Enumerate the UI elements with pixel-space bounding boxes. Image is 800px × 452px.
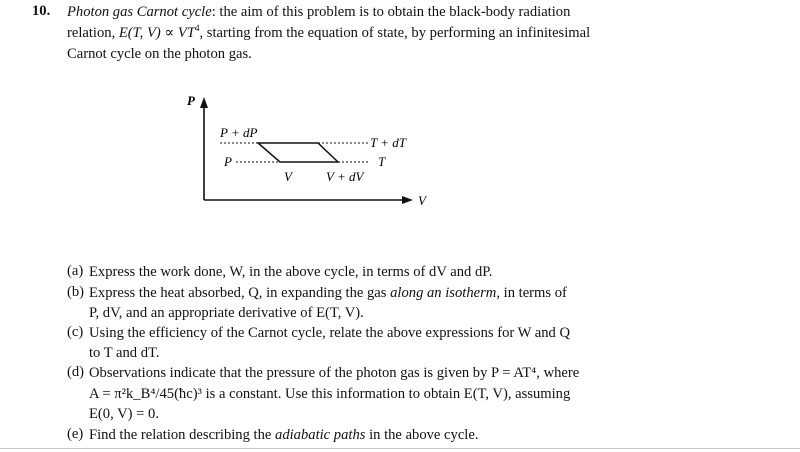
problem-number: 10. <box>32 3 51 19</box>
intro-text-2a: relation, <box>67 25 119 41</box>
part-c-line-1: Using the efficiency of the Carnot cycle, relate the above expressions for W and Q <box>89 325 571 341</box>
part-b-line-2: P, dV, and an appropriate derivative of E(T, V). <box>89 305 364 321</box>
v-axis-arrow <box>402 196 413 204</box>
v-plus-dv-label: V + dV <box>326 169 364 184</box>
part-d-label: (d) <box>67 364 85 380</box>
intro-line-2 <box>67 24 590 42</box>
p-plus-dp-label: P + dP <box>220 125 258 140</box>
part-a-text: Express the work done, W, in the above cycle, in terms of dV and dP. <box>89 264 493 280</box>
part-b-line-1 <box>89 284 567 302</box>
part-e-emphasis: adiabatic paths <box>275 427 366 443</box>
intro-line-3: Carnot cycle on the photon gas. <box>67 46 252 62</box>
part-d-line-2: A = π²k_B⁴/45(ħc)³ is a constant. Use this information to obtain E(T, V), assuming <box>89 386 571 402</box>
v-axis-label: V <box>418 193 426 208</box>
pv-diagram <box>180 92 440 212</box>
p-level-label: P <box>224 154 232 169</box>
part-e-text-1a: Find the relation describing the <box>89 427 276 443</box>
part-e-label: (e) <box>67 426 84 442</box>
carnot-cycle-path <box>258 143 338 162</box>
part-b-text-1a: Express the heat absorbed, Q, in expanding the gas <box>89 285 391 301</box>
intro-formula: E(T, V) ∝ VT <box>118 25 195 41</box>
p-axis-arrow <box>200 97 208 108</box>
part-e-line-1 <box>89 426 479 444</box>
carnot-cycle-figure <box>180 92 440 217</box>
part-d-line-3: E(0, V) = 0. <box>89 406 159 422</box>
t-level-label: T <box>378 154 386 169</box>
problem-title: Photon gas Carnot cycle <box>67 4 212 20</box>
intro-text-1: : the aim of this problem is to obtain the black-body radiation <box>211 4 571 20</box>
part-d-line-1: Observations indicate that the pressure of the photon gas is given by P = AT⁴, where <box>89 365 580 381</box>
part-a-label: (a) <box>67 263 84 279</box>
part-b-label: (b) <box>67 284 85 300</box>
part-b-text-1b: , in terms of <box>496 285 567 301</box>
intro-text-2b: , starting from the equation of state, by performing an infinitesimal <box>199 25 591 41</box>
intro-formula-exponent: 4 <box>194 23 200 33</box>
part-c-label: (c) <box>67 324 84 340</box>
v-mark-label: V <box>284 169 292 184</box>
t-plus-dt-label: T + dT <box>370 135 406 150</box>
bottom-rule <box>0 448 800 449</box>
intro-line-1 <box>67 3 570 21</box>
part-e-text-1b: in the above cycle. <box>365 427 479 443</box>
p-axis-label: P <box>187 93 195 108</box>
part-b-emphasis: along an isotherm <box>390 285 497 301</box>
part-c-line-2: to T and dT. <box>89 345 160 361</box>
